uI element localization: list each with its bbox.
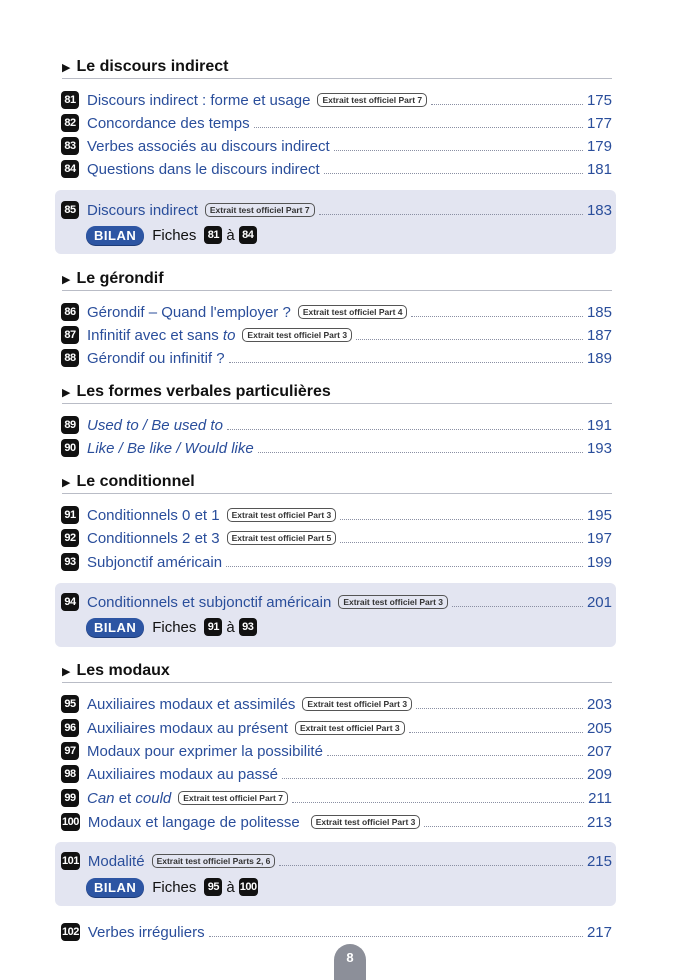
dot-leader — [340, 530, 583, 543]
bilan-fiches-label: Fiches — [152, 226, 197, 244]
official-test-badge: Extrait test officiel Part 7 — [178, 791, 288, 805]
official-test-badge: Extrait test officiel Part 7 — [205, 203, 315, 217]
dot-leader — [258, 440, 583, 453]
entry-title: Modaux et langage de politesse — [87, 813, 300, 831]
entry-number: 100 — [61, 813, 80, 831]
toc-entry-81[interactable] — [61, 90, 612, 110]
toc-entry-89[interactable] — [61, 415, 612, 435]
entry-page: 179 — [586, 137, 612, 155]
entry-title: Discours indirect — [87, 201, 198, 219]
bilan-a-label: à — [226, 878, 235, 896]
entry-number: 93 — [61, 553, 79, 571]
official-test-badge: Extrait test officiel Part 7 — [317, 93, 427, 107]
entry-number: 101 — [61, 852, 80, 870]
section-title: Les modaux — [76, 662, 170, 679]
entry-title — [87, 327, 235, 344]
toc-entry-98[interactable] — [61, 764, 612, 784]
entry-title-italic-2: could — [135, 789, 172, 807]
entry-page: 193 — [586, 439, 612, 457]
bilan-to-number: 100 — [239, 878, 258, 896]
toc-entry-96[interactable] — [61, 718, 612, 738]
toc-entry-87[interactable] — [61, 325, 612, 345]
entry-number: 85 — [61, 201, 79, 219]
section-title: Le discours indirect — [76, 58, 229, 75]
official-test-badge: Extrait test officiel Part 4 — [298, 305, 408, 319]
page-number-tab — [334, 944, 366, 980]
dot-leader — [282, 766, 583, 779]
entry-page: 197 — [586, 529, 612, 547]
entry-title: Concordance des temps — [87, 114, 250, 132]
entry-number: 99 — [61, 789, 79, 807]
entry-title: Modaux pour exprimer la possibilité — [87, 742, 323, 760]
entry-number: 87 — [61, 326, 79, 344]
entry-title: Verbes irréguliers — [87, 923, 205, 941]
bilan-fiches-label: Fiches — [152, 618, 197, 636]
entry-page: 185 — [586, 303, 612, 321]
entry-title-italic: to — [222, 326, 236, 344]
entry-title: Conditionnels 2 et 3 — [87, 529, 220, 547]
entry-page: 203 — [586, 695, 612, 713]
dot-leader — [409, 720, 583, 733]
entry-page: 207 — [586, 742, 612, 760]
triangle-bullet-icon: ▶ — [62, 386, 71, 399]
bilan-badge: BILAN — [86, 618, 144, 637]
entry-title: Questions dans le discours indirect — [87, 160, 320, 178]
toc-entry-93[interactable] — [61, 552, 612, 572]
entry-title-text: Infinitif avec et sans — [87, 326, 219, 344]
official-test-badge: Extrait test officiel Part 3 — [242, 328, 352, 342]
entry-number: 97 — [61, 742, 79, 760]
page-number: 8 — [346, 950, 354, 965]
entry-title: Discours indirect : forme et usage — [87, 91, 311, 109]
entry-title: Gérondif – Quand l'employer ? — [87, 303, 291, 321]
entry-number: 98 — [61, 765, 79, 783]
dot-leader — [452, 594, 583, 607]
toc-entry-99[interactable] — [61, 788, 612, 808]
official-test-badge: Extrait test officiel Parts 2, 6 — [152, 854, 276, 868]
official-test-badge: Extrait test officiel Part 5 — [227, 531, 337, 545]
entry-title — [87, 790, 171, 807]
dot-leader — [229, 350, 583, 363]
entry-page: 209 — [586, 765, 612, 783]
toc-entry-97[interactable] — [61, 741, 612, 761]
dot-leader — [209, 924, 583, 937]
toc-entry-101[interactable] — [61, 851, 612, 871]
dot-leader — [279, 853, 583, 866]
entry-number: 81 — [61, 91, 79, 109]
bilan-badge: BILAN — [86, 226, 144, 245]
triangle-bullet-icon: ▶ — [62, 665, 71, 678]
entry-page: 213 — [586, 813, 612, 831]
bilan-to-number: 93 — [239, 618, 257, 636]
entry-page: 215 — [586, 852, 612, 870]
section-header-gerondif — [62, 268, 612, 291]
toc-entry-100[interactable] — [61, 812, 612, 832]
entry-number: 83 — [61, 137, 79, 155]
official-test-badge: Extrait test officiel Part 3 — [311, 815, 421, 829]
dot-leader — [254, 115, 583, 128]
entry-number: 94 — [61, 593, 79, 611]
toc-entry-94[interactable] — [61, 592, 612, 612]
entry-title: Auxiliaires modaux et assimilés — [87, 695, 296, 713]
entry-page: 177 — [586, 114, 612, 132]
section-header-modaux — [62, 660, 612, 683]
entry-page: 201 — [586, 593, 612, 611]
toc-entry-84[interactable] — [61, 159, 612, 179]
bilan-a-label: à — [226, 226, 235, 244]
entry-number: 86 — [61, 303, 79, 321]
triangle-bullet-icon: ▶ — [62, 273, 71, 286]
dot-leader — [292, 790, 584, 803]
bilan-row-91-93[interactable] — [86, 616, 261, 638]
section-title: Le gérondif — [76, 270, 164, 287]
dot-leader — [431, 92, 583, 105]
bilan-from-number: 95 — [204, 878, 222, 896]
bilan-row-81-84[interactable] — [86, 224, 261, 246]
section-header-conditionnel — [62, 471, 612, 494]
entry-number: 95 — [61, 695, 79, 713]
toc-entry-102[interactable] — [61, 922, 612, 942]
official-test-badge: Extrait test officiel Part 3 — [295, 721, 405, 735]
entry-number: 96 — [61, 719, 79, 737]
toc-entry-83[interactable] — [61, 136, 612, 156]
entry-title: Conditionnels et subjonctif américain — [87, 593, 332, 611]
dot-leader — [416, 696, 583, 709]
toc-entry-92[interactable] — [61, 528, 612, 548]
entry-page: 195 — [586, 506, 612, 524]
entry-number: 90 — [61, 439, 79, 457]
bilan-row-95-100[interactable] — [86, 876, 262, 898]
bilan-from-number: 81 — [204, 226, 222, 244]
entry-number: 84 — [61, 160, 79, 178]
entry-title: Conditionnels 0 et 1 — [87, 506, 220, 524]
toc-entry-90[interactable] — [61, 438, 612, 458]
section-header-formes — [62, 381, 612, 404]
dot-leader — [319, 202, 583, 215]
bilan-to-number: 84 — [239, 226, 257, 244]
entry-page: 187 — [586, 326, 612, 344]
entry-title-italic: Can — [87, 789, 115, 807]
entry-title: Subjonctif américain — [87, 553, 223, 571]
entry-title: Modalité — [87, 852, 145, 870]
entry-title: Auxiliaires modaux au présent — [87, 719, 288, 737]
dot-leader — [327, 743, 583, 756]
toc-entry-85[interactable] — [61, 200, 612, 220]
triangle-bullet-icon: ▶ — [62, 61, 71, 74]
triangle-bullet-icon: ▶ — [62, 476, 71, 489]
section-header-discours — [62, 56, 612, 79]
entry-page: 217 — [586, 923, 612, 941]
entry-page: 189 — [586, 349, 612, 367]
dot-leader — [356, 327, 583, 340]
entry-title: Gérondif ou infinitif ? — [87, 349, 225, 367]
entry-title: Verbes associés au discours indirect — [87, 137, 330, 155]
entry-number: 102 — [61, 923, 80, 941]
entry-number: 89 — [61, 416, 79, 434]
entry-title-text: et — [114, 789, 136, 807]
entry-page: 175 — [586, 91, 612, 109]
bilan-fiches-label: Fiches — [152, 878, 197, 896]
toc-entry-91[interactable] — [61, 505, 612, 525]
section-title: Les formes verbales particulières — [76, 383, 331, 400]
dot-leader — [227, 417, 583, 430]
bilan-from-number: 91 — [204, 618, 222, 636]
bilan-a-label: à — [226, 618, 235, 636]
entry-number: 92 — [61, 529, 79, 547]
dot-leader — [226, 554, 583, 567]
section-title: Le conditionnel — [76, 473, 195, 490]
dot-leader — [424, 814, 583, 827]
entry-page: 183 — [586, 201, 612, 219]
entry-number: 88 — [61, 349, 79, 367]
entry-page: 181 — [586, 160, 612, 178]
official-test-badge: Extrait test officiel Part 3 — [227, 508, 337, 522]
entry-number: 91 — [61, 506, 79, 524]
dot-leader — [340, 507, 583, 520]
entry-title: Used to / Be used to — [87, 416, 223, 434]
toc-entry-82[interactable] — [61, 113, 612, 133]
dot-leader — [324, 161, 583, 174]
entry-page: 211 — [588, 789, 612, 807]
entry-page: 199 — [586, 553, 612, 571]
entry-title: Like / Be like / Would like — [87, 439, 254, 457]
entry-page: 205 — [586, 719, 612, 737]
entry-title: Auxiliaires modaux au passé — [87, 765, 278, 783]
official-test-badge: Extrait test officiel Part 3 — [338, 595, 448, 609]
dot-leader — [411, 304, 582, 317]
toc-entry-95[interactable] — [61, 694, 612, 714]
dot-leader — [334, 138, 583, 151]
bilan-badge: BILAN — [86, 878, 144, 897]
toc-entry-86[interactable] — [61, 302, 612, 322]
entry-number: 82 — [61, 114, 79, 132]
official-test-badge: Extrait test officiel Part 3 — [302, 697, 412, 711]
entry-page: 191 — [586, 416, 612, 434]
toc-entry-88[interactable] — [61, 348, 612, 368]
